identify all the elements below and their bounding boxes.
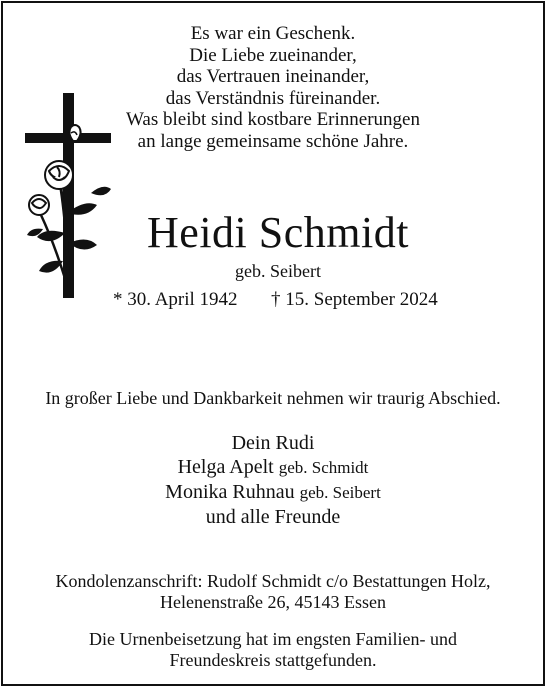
poem-line: das Verständnis füreinander. <box>165 87 381 109</box>
deceased-name: Heidi Schmidt <box>147 208 409 257</box>
mourners-list <box>3 431 543 529</box>
address-line: Helenenstraße 26, 45143 Essen <box>160 592 386 612</box>
mourner-maiden-name: geb. Schmidt <box>278 458 369 477</box>
farewell-text: In großer Liebe und Dankbarkeit nehmen wir traurig Abschied. <box>45 388 501 408</box>
mourner-name: Helga Apelt <box>177 456 274 478</box>
address-line: Kondolenzanschrift: Rudolf Schmidt c/o Bestattungen Holz, <box>55 571 491 591</box>
condolence-address <box>3 571 543 613</box>
birth-date: * 30. April 1942 <box>113 289 238 310</box>
mourner-line <box>3 480 543 505</box>
mourner-line: und alle Freunde <box>205 506 341 528</box>
poem-line: an lange gemeinsame schöne Jahre. <box>137 130 409 152</box>
poem-line: Die Liebe zueinander, <box>189 44 357 66</box>
mourner-name: Monika Ruhnau <box>165 481 295 503</box>
poem-line: Es war ein Geschenk. <box>190 23 356 44</box>
mourner-line: Dein Rudi <box>231 432 315 454</box>
mourner-line <box>3 455 543 480</box>
urn-line: Die Urnenbeisetzung hat im engsten Familien- und <box>89 629 457 649</box>
maiden-name: geb. Seibert <box>235 261 321 281</box>
obituary-notice <box>1 1 545 686</box>
urn-line: Freundeskreis stattgefunden. <box>169 650 377 670</box>
poem-line: Was bleibt sind kostbare Erinnerungen <box>126 109 420 130</box>
urn-burial-note <box>3 629 543 671</box>
death-date: † 15. September 2024 <box>271 289 438 310</box>
poem-line: das Vertrauen ineinander, <box>176 66 370 87</box>
mourner-maiden-name: geb. Seibert <box>299 483 381 502</box>
